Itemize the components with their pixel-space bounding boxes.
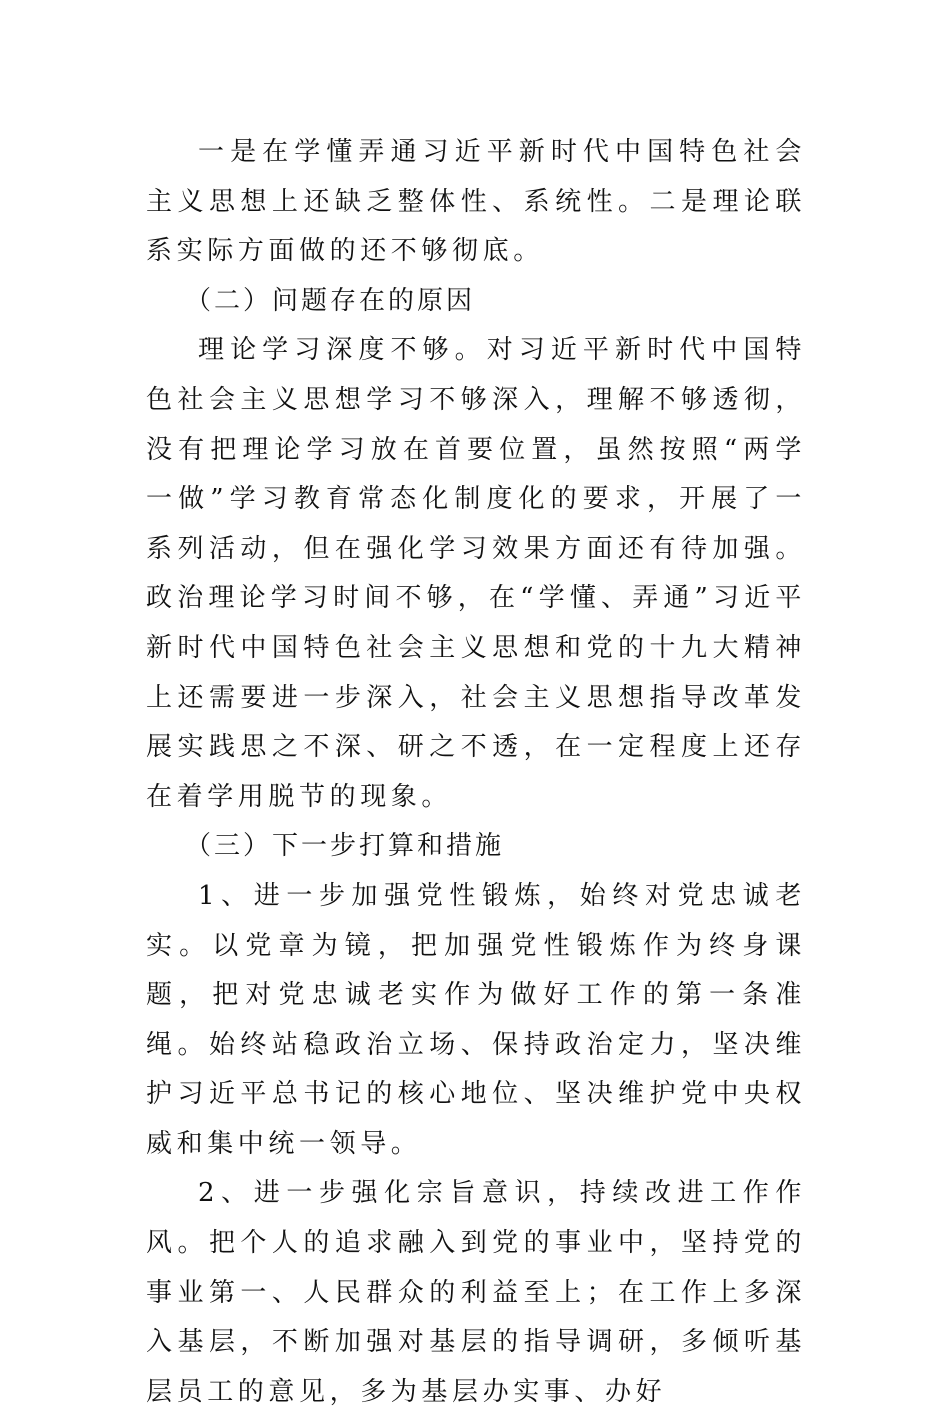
paragraph-causes: 理论学习深度不够。对习近平新时代中国特色社会主义思想学习不够深入，理解不够透彻，没有把理论学习放在首要位置，虽然按照“两学一做”学习教育常态化制度化的要求，开展了一系列活动，但在强化学习效果方面还有待加强。政治理论学习时间不够，在“学懂、弄通”习近平新时代中国特色社会主义思想和党的十九大精神上还需要进一步深入，社会主义思想指导改革发展实践思之不深、研之不透，在一定程度上还存在着学用脱节的现象。 bbox=[146, 335, 806, 812]
section-heading-causes: （二）问题存在的原因 bbox=[185, 285, 476, 316]
paragraph-problems-summary: 一是在学懂弄通习近平新时代中国特色社会主义思想上还缺乏整体性、系统性。二是理论联系实际方面做的还不够彻底。 bbox=[146, 137, 806, 267]
document-body bbox=[146, 128, 806, 1417]
section-heading-measures: （三）下一步打算和措施 bbox=[185, 831, 505, 862]
paragraph-measure-1: 1、进一步加强党性锻炼，始终对党忠诚老实。以党章为镜，把加强党性锻炼作为终身课题，把对党忠诚老实作为做好工作的第一条准绳。始终站稳政治立场、保持政治定力，坚决维护习近平总书记的核心地位、坚决维护党中央权威和集中统一领导。 bbox=[146, 880, 806, 1159]
paragraph-measure-2: 2、进一步强化宗旨意识，持续改进工作作风。把个人的追求融入到党的事业中，坚持党的事业第一、人民群众的利益至上；在工作上多深入基层，不断加强对基层的指导调研，多倾听基层员工的意见，多为基层办实事、办好 bbox=[146, 1178, 806, 1407]
